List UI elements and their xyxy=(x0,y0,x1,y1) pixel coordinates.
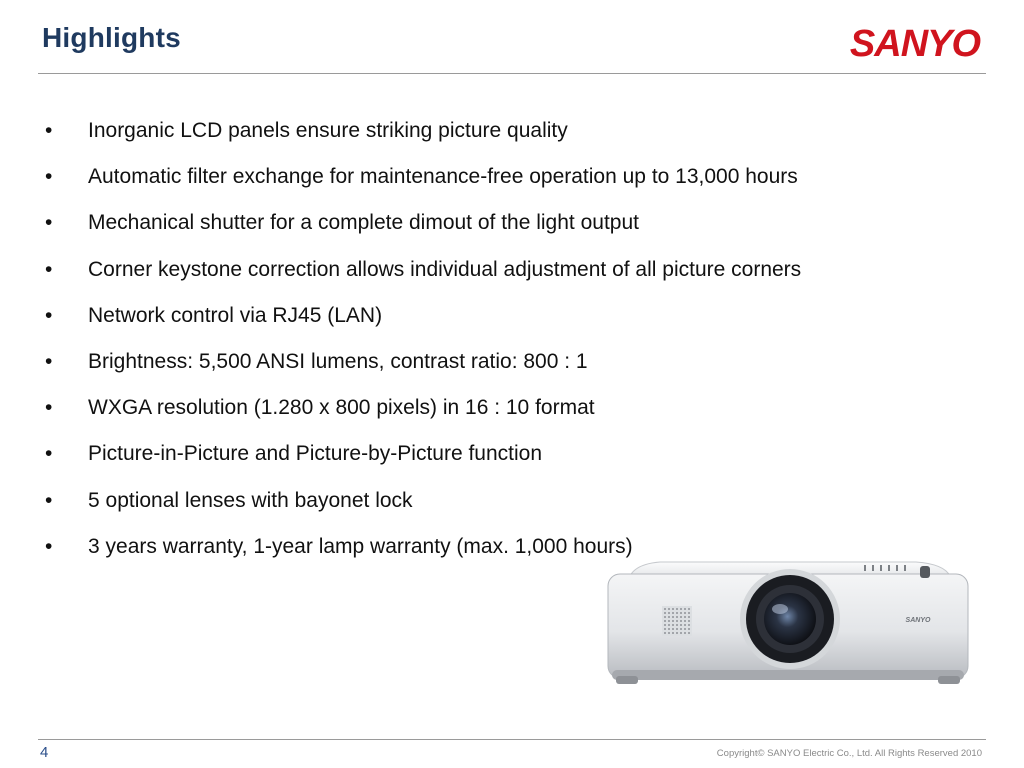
bullet-text: Inorganic LCD panels ensure striking picture quality xyxy=(88,119,568,142)
projector-image xyxy=(600,556,976,692)
page-number: 4 xyxy=(40,744,49,761)
bullet-text: Network control via RJ45 (LAN) xyxy=(88,303,383,327)
sanyo-logo-text: SANYO xyxy=(849,23,981,64)
sanyo-logo xyxy=(843,18,988,64)
bullet-marker: • xyxy=(45,165,53,189)
bullet-text: Brightness: 5,500 ANSI lumens, contrast ratio: 800 : 1 xyxy=(88,349,588,373)
projector-brand-label: SANYO xyxy=(905,617,931,624)
copyright-notice: Copyright© SANYO Electric Co., Ltd. All Rights Reserved 2010 xyxy=(716,748,982,759)
bullet-text: WXGA resolution (1.280 x 800 pixels) in 16 : 10 format xyxy=(88,396,595,420)
bullet-marker: • xyxy=(45,396,53,420)
bullet-marker: • xyxy=(45,534,53,558)
bullet-marker: • xyxy=(45,303,53,327)
bullet-marker: • xyxy=(45,488,53,512)
bullet-text: Mechanical shutter for a complete dimout of the light output xyxy=(88,211,639,235)
bullet-text: 3 years warranty, 1-year lamp warranty (max. 1,000 hours) xyxy=(88,534,633,558)
bullet-marker: • xyxy=(45,211,53,235)
footer-divider xyxy=(38,739,986,740)
title-divider xyxy=(38,73,986,74)
bullet-text: Picture-in-Picture and Picture-by-Picture function xyxy=(88,442,543,466)
bullet-marker: • xyxy=(45,119,53,142)
slide-title: Highlights xyxy=(42,22,181,53)
bullet-text: 5 optional lenses with bayonet lock xyxy=(88,488,413,512)
bullet-marker: • xyxy=(45,257,53,281)
bullet-text: Corner keystone correction allows individual adjustment of all picture corners xyxy=(88,257,802,281)
bullet-text: Automatic filter exchange for maintenance-free operation up to 13,000 hours xyxy=(88,165,798,189)
bullet-marker: • xyxy=(45,442,53,466)
bullet-marker: • xyxy=(45,349,53,373)
